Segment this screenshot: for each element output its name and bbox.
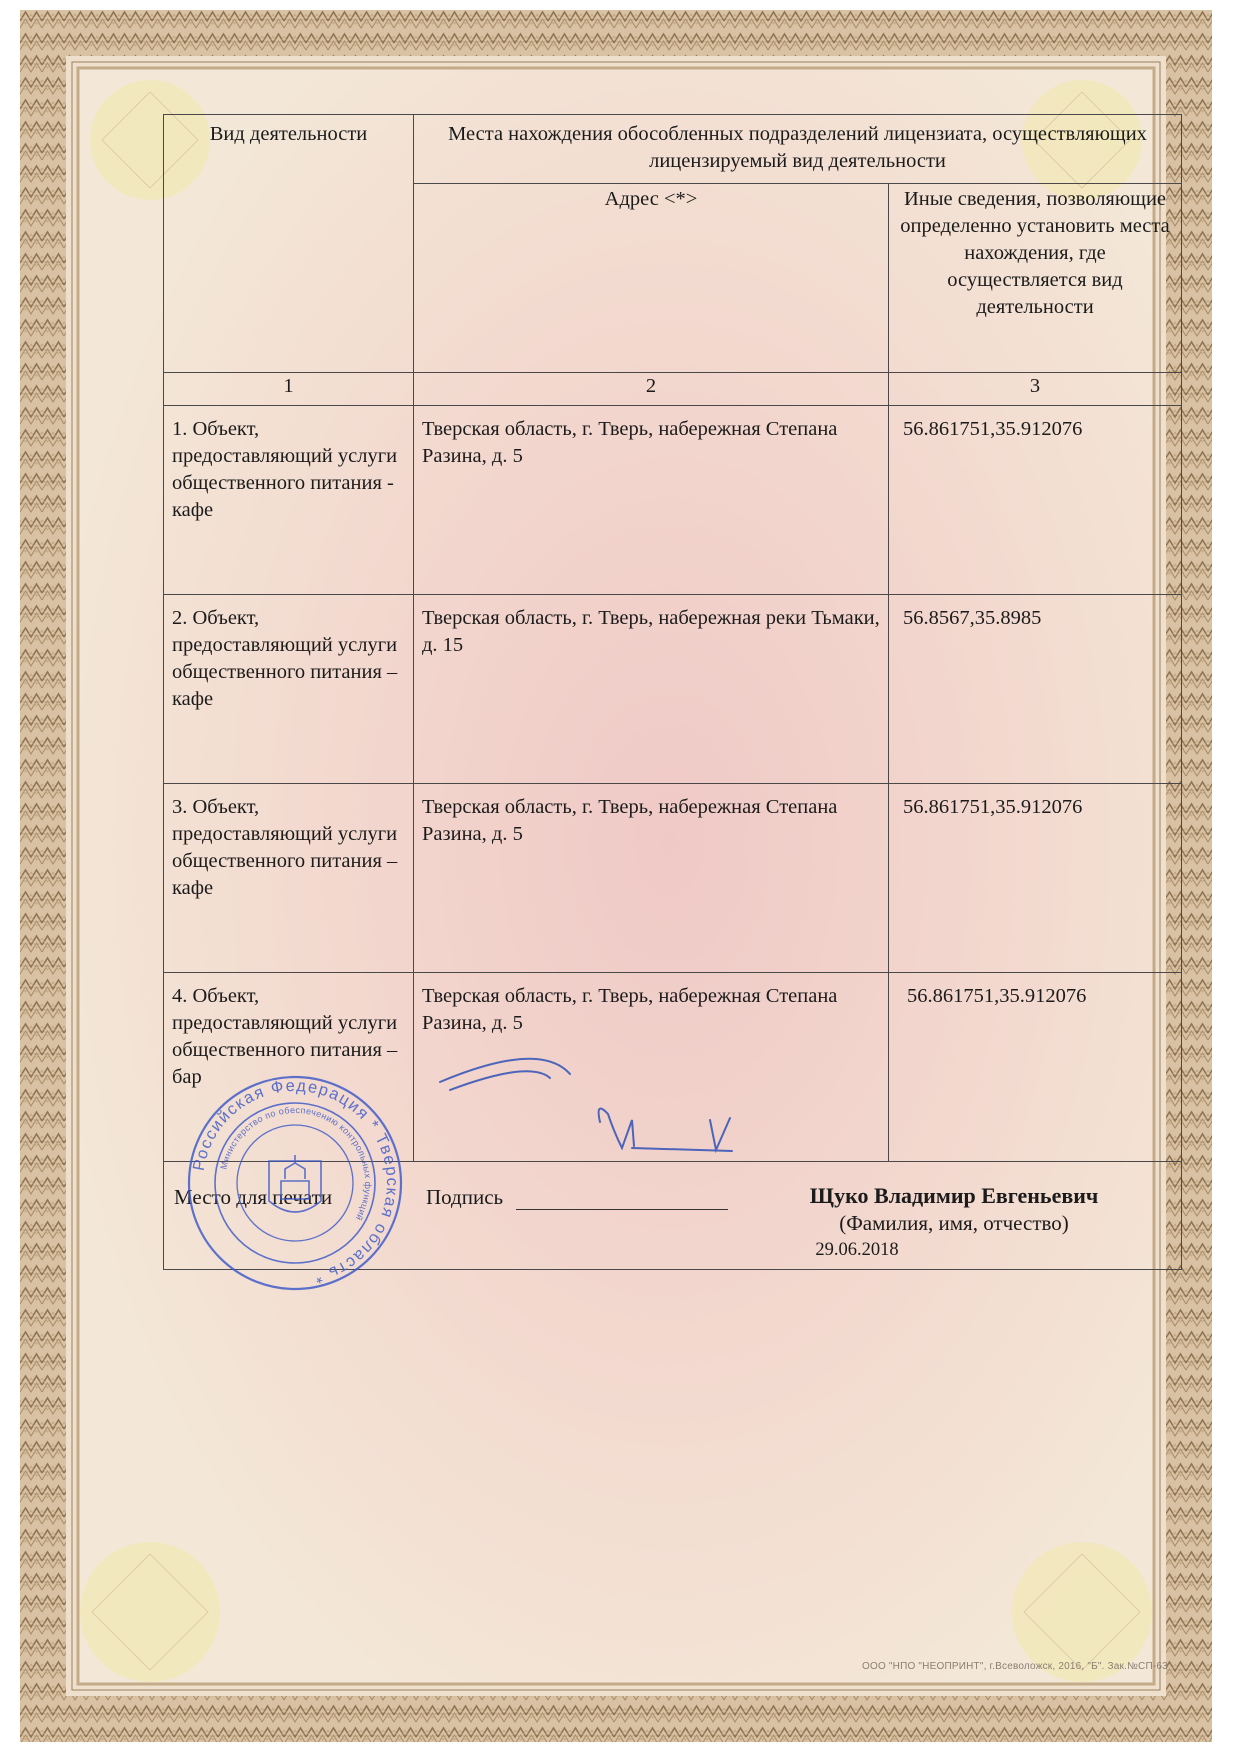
activity-cell: 4. Объект, предоставляющий услуги общественного питания – бар xyxy=(164,973,414,1162)
activity-cell: 3. Объект, предоставляющий услуги общественного питания – кафе xyxy=(164,784,414,973)
stamp-place-label: Место для печати xyxy=(174,1185,333,1209)
signature-line xyxy=(516,1209,728,1210)
header-row xyxy=(164,115,1182,184)
locations-header-text: Места нахождения обособленных подразделений лицензиата, осуществляющих лицензируемый вид деятельности xyxy=(448,123,1147,172)
address-cell: Тверская область, г. Тверь, набережная реки Тьмаки, д. 15 xyxy=(414,595,889,784)
coords-cell: 56.861751,35.912076 xyxy=(889,784,1182,973)
table-row xyxy=(164,406,1182,595)
official-stamp xyxy=(185,1073,405,1293)
table-row xyxy=(164,784,1182,973)
address-header-text: Адрес <*> xyxy=(604,188,698,210)
address-cell: Тверская область, г. Тверь, набережная Степана Разина, д. 5 xyxy=(414,784,889,973)
stamp-outer-text: Российская Федерация * Тверская область * xyxy=(189,1076,402,1287)
other-info-header-text: Иные сведения, позволяющие определенно установить места нахождения, где осуществляется вид деятельности xyxy=(900,188,1170,318)
activity-cell: 1. Объект, предоставляющий услуги общественного питания - кафе xyxy=(164,406,414,595)
table-row xyxy=(164,595,1182,784)
column-number: 3 xyxy=(889,373,1182,406)
signature-scribble xyxy=(420,1030,750,1170)
stamp-emblem xyxy=(269,1155,321,1212)
activity-cell: 2. Объект, предоставляющий услуги общественного питания – кафе xyxy=(164,595,414,784)
sign-label: Подпись xyxy=(426,1185,504,1209)
address-header xyxy=(414,184,889,373)
signer-name: Щуко Владимир Евгеньевич xyxy=(809,1183,1099,1208)
printer-imprint: ООО "НПО "НЕОПРИНТ", г.Всеволожск, 2016, "Б". Зак.№СП-63 xyxy=(862,1661,1168,1672)
column-number: 1 xyxy=(164,373,414,406)
other-info-header xyxy=(889,184,1182,373)
address-cell: Тверская область, г. Тверь, набережная Степана Разина, д. 5 xyxy=(414,406,889,595)
address-cell: Тверская область, г. Тверь, набережная Степана Разина, д. 5 xyxy=(414,973,889,1162)
column-number: 2 xyxy=(414,373,889,406)
locations-header xyxy=(414,115,1182,184)
signature-date: 29.06.2018 xyxy=(815,1240,899,1260)
activity-header xyxy=(164,115,414,373)
activity-header-text: Вид деятельности xyxy=(209,123,368,145)
coords-cell: 56.8567,35.8985 xyxy=(889,595,1182,784)
coords-cell: 56.861751,35.912076 xyxy=(889,406,1182,595)
coords-cell: 56.861751,35.912076 xyxy=(889,973,1182,1162)
signer-name-caption: (Фамилия, имя, отчество) xyxy=(839,1211,1069,1235)
stamp-inner-text: Министерство по обеспечению контрольных функций xyxy=(218,1104,374,1223)
column-number-row xyxy=(164,373,1182,406)
